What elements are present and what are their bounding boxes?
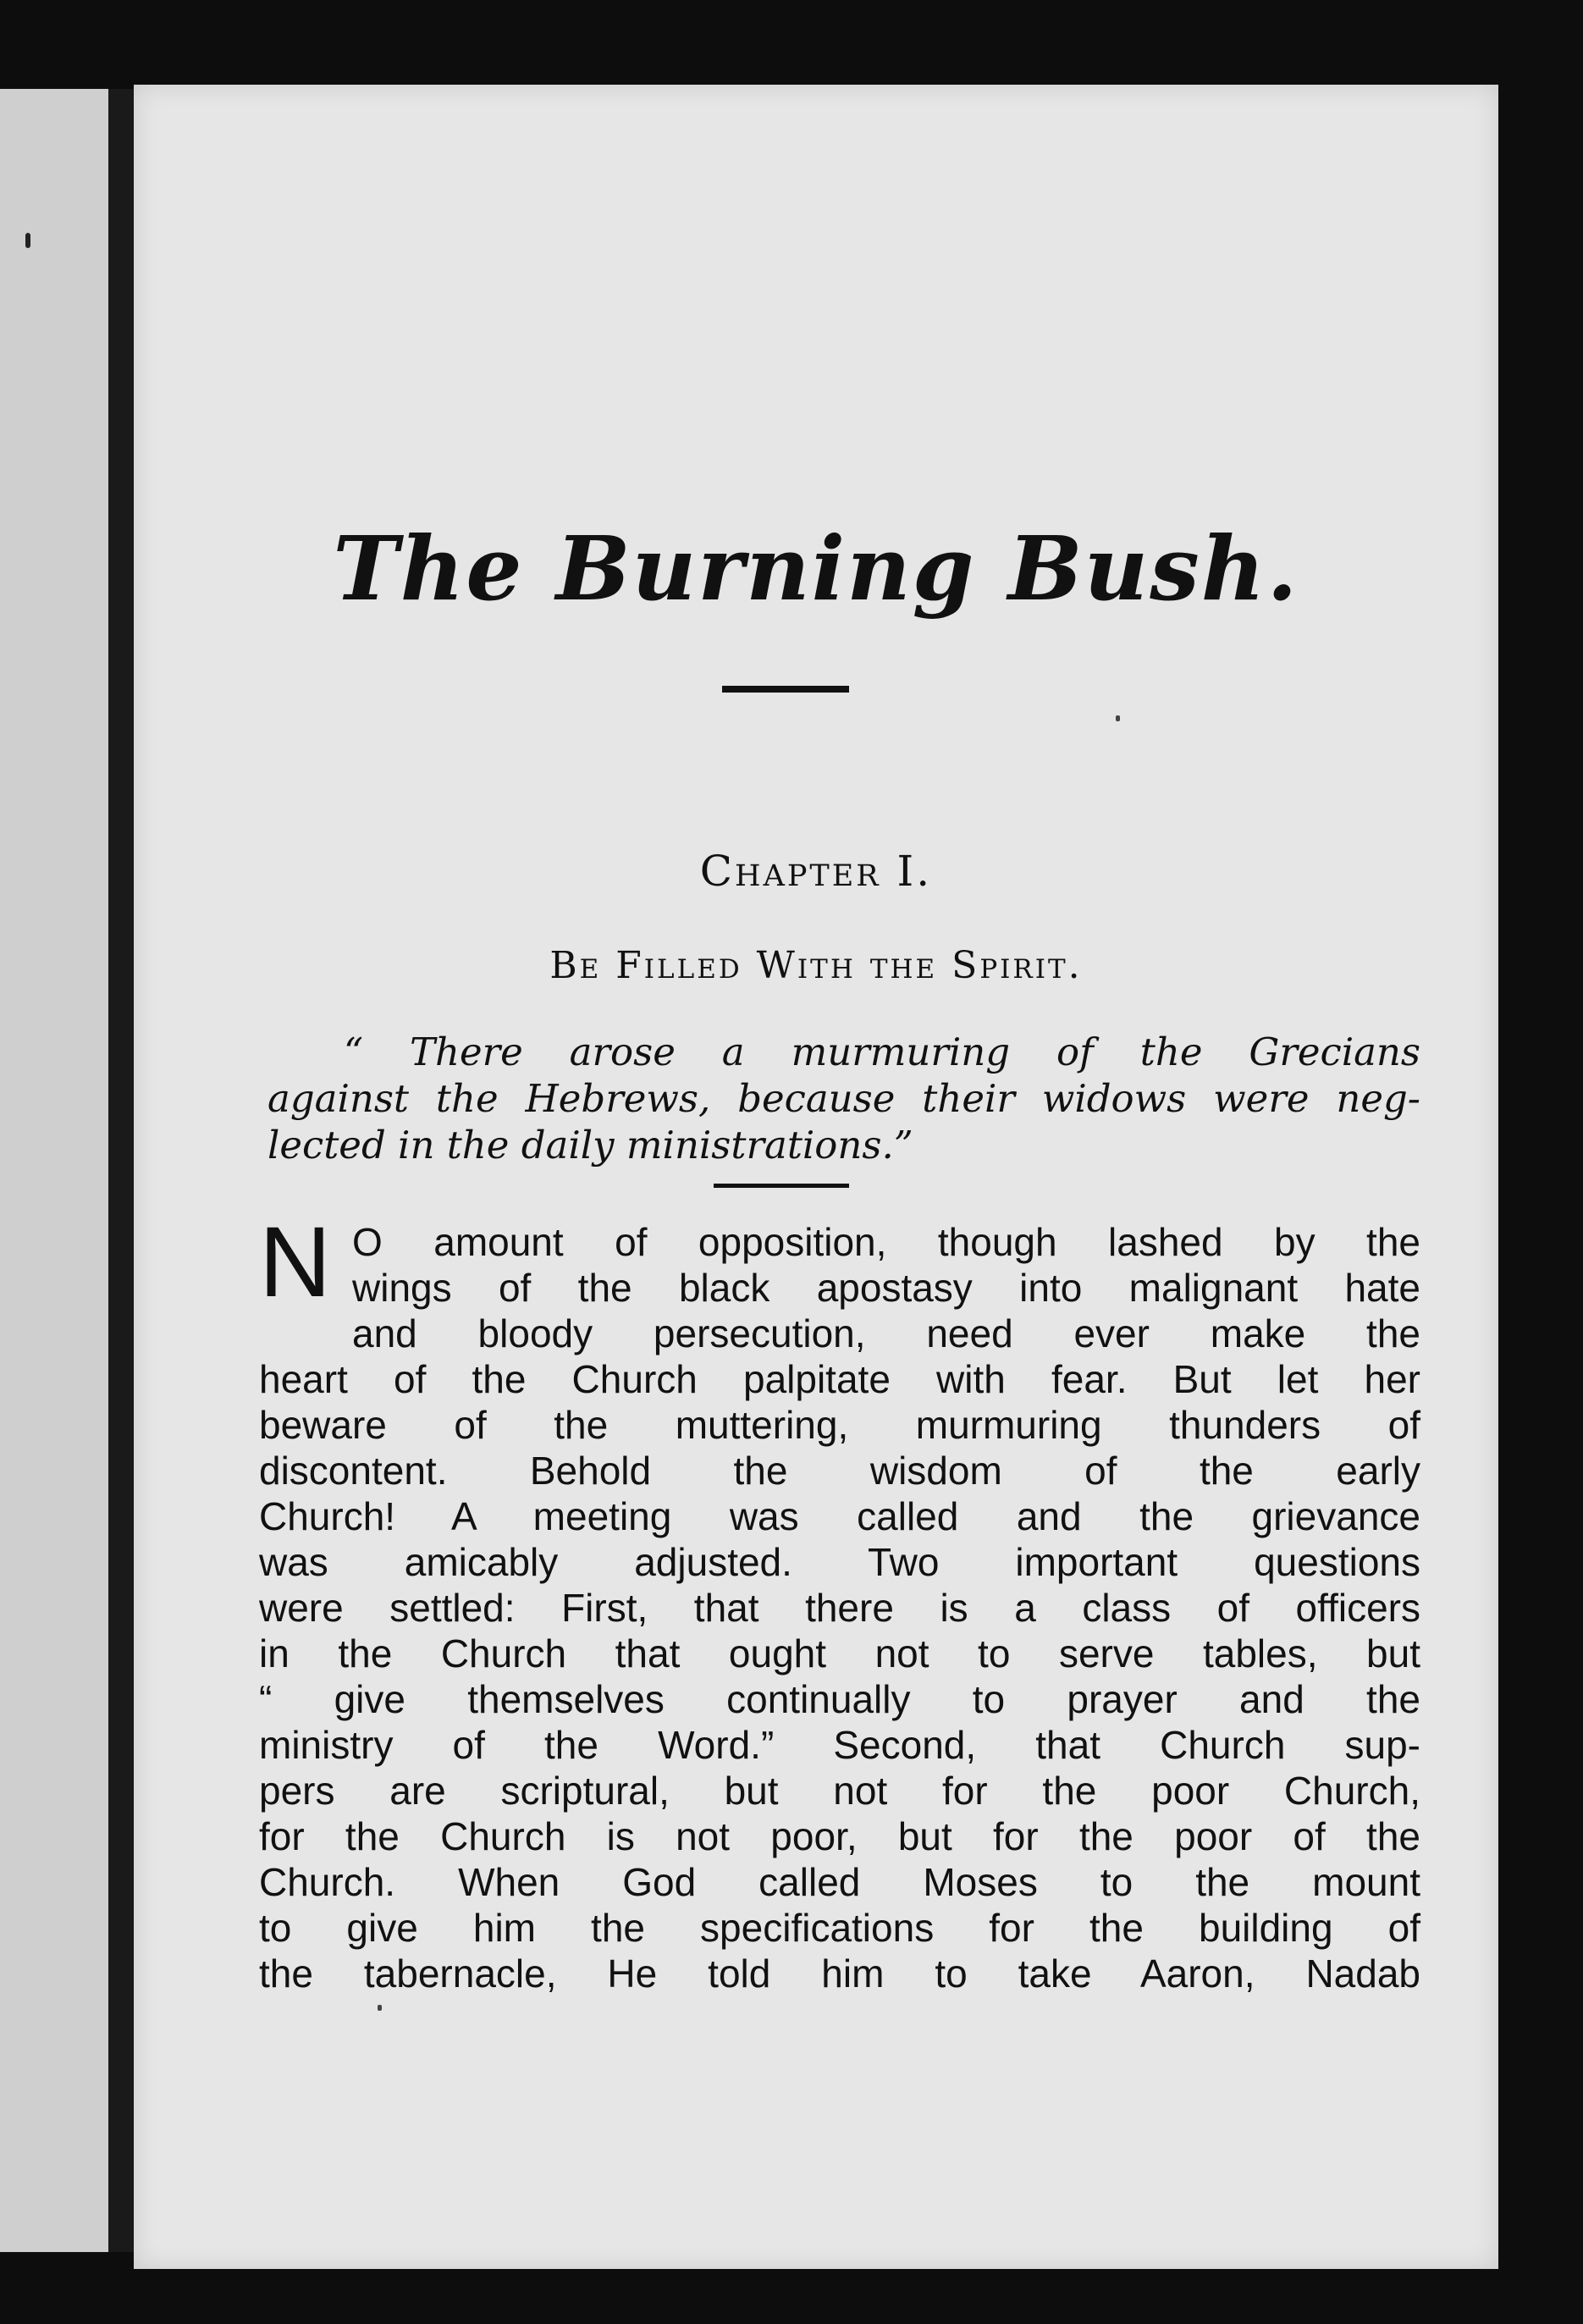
ink-speck xyxy=(1116,715,1120,721)
body-line: “ give themselves continually to prayer and the xyxy=(259,1677,1420,1721)
body-paragraph xyxy=(259,1206,1420,1996)
epigraph-line: “ There arose a murmuring of the Grecians xyxy=(344,1030,1420,1074)
body-line: for the Church is not poor, but for the poor of the xyxy=(259,1814,1420,1858)
section-title: Be Filled With the Spirit. xyxy=(549,944,1083,987)
body-line: pers are scriptural, but not for the poor Church, xyxy=(259,1769,1420,1813)
body-line: ministry of the Word.” Second, that Church sup- xyxy=(259,1723,1420,1767)
book-title: The Burning Bush. xyxy=(333,516,1299,621)
body-line: Church! A meeting was called and the grievance xyxy=(259,1494,1420,1538)
body-line: were settled: First, that there is a class of officers xyxy=(259,1586,1420,1630)
body-line: to give him the specifications for the building of xyxy=(259,1906,1420,1950)
body-line: wings of the black apostasy into malignant hate xyxy=(352,1266,1420,1310)
body-line: Church. When God called Moses to the mount xyxy=(259,1860,1420,1904)
ink-speck xyxy=(378,2005,382,2011)
body-line: heart of the Church palpitate with fear. But let her xyxy=(259,1357,1420,1401)
body-line: the tabernacle, He told him to take Aaron, Nadab xyxy=(259,1951,1420,1996)
body-line: was amicably adjusted. Two important questions xyxy=(259,1540,1420,1584)
chapter-heading: Chapter I. xyxy=(699,847,933,896)
book-gutter xyxy=(108,89,134,2252)
body-line: and bloody persecution, need ever make the xyxy=(352,1311,1420,1355)
body-line: in the Church that ought not to serve tables, but xyxy=(259,1631,1420,1675)
title-divider-rule xyxy=(722,686,849,693)
epigraph-line: lected in the daily ministrations.” xyxy=(268,1123,913,1168)
body-line: discontent. Behold the wisdom of the early xyxy=(259,1449,1420,1493)
ink-speck xyxy=(25,233,30,248)
body-line: O amount of opposition, though lashed by the xyxy=(352,1220,1420,1264)
epigraph-divider-rule xyxy=(714,1184,849,1188)
drop-cap: N xyxy=(259,1206,332,1318)
body-line: beware of the muttering, murmuring thunders of xyxy=(259,1403,1420,1447)
epigraph-quote xyxy=(268,1029,1420,1168)
book-page xyxy=(134,85,1498,2269)
facing-page-edge xyxy=(0,89,108,2252)
epigraph-line: against the Hebrews, because their widows were neg- xyxy=(268,1076,1420,1121)
